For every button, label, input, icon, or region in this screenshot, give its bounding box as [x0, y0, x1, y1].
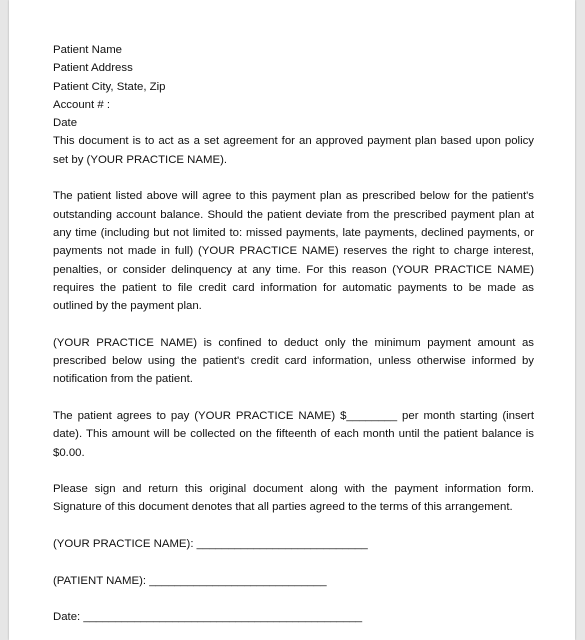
date-signature-line: Date: ____________________________________________: [53, 611, 363, 624]
signature-spacer: [53, 590, 534, 608]
paragraph-spacer: [53, 169, 534, 187]
account-number-line: Account # :: [53, 98, 110, 111]
date-line: Date: [53, 117, 78, 130]
patient-signature-line: (PATIENT NAME): ____________________________: [53, 574, 327, 587]
deduction-paragraph: (YOUR PRACTICE NAME) is confined to deduct only the minimum payment amount as prescribed below using the patient's credit card information, unless otherwise informed by notification from the patient.: [53, 336, 534, 386]
payment-amount-paragraph: The patient agrees to pay (YOUR PRACTICE NAME) $________ per month starting (insert date). This amount will be collected on the fifteenth of each month until the patient balance is $0.00.: [53, 409, 534, 459]
paragraph-spacer: [53, 462, 534, 480]
paragraph-spacer: [53, 517, 534, 535]
intro-paragraph: This document is to act as a set agreement for an approved payment plan based upon policy set by (YOUR PRACTICE NAME).: [53, 135, 534, 166]
practice-signature-line: (YOUR PRACTICE NAME): ___________________________: [53, 538, 368, 551]
signature-spacer: [53, 553, 534, 571]
paragraph-spacer: [53, 389, 534, 407]
patient-address-line: Patient Address: [53, 62, 133, 75]
terms-paragraph: The patient listed above will agree to this payment plan as prescribed below for the patient's outstanding account balance. Should the patient deviate from the prescribed payment plan at any time (including but not limited to: missed payments, late payments, declined payments, or payments not made in full) (YOUR PRACTICE NAME) reserves the right to charge interest, penalties, or consider delinquency at any time. For this reason (YOUR PRACTICE NAME) requires the patient to file credit card information for automatic payments to be made as outlined by the payment plan.: [53, 190, 534, 313]
patient-name-line: Patient Name: [53, 44, 123, 56]
signature-instructions-paragraph: Please sign and return this original document along with the payment information form. Signature of this document denotes that all parties agreed to the terms of this arrangement.: [53, 483, 534, 514]
document-page: [9, 0, 575, 640]
document-content: [53, 41, 534, 627]
patient-city-line: Patient City, State, Zip: [53, 80, 166, 93]
paragraph-spacer: [53, 315, 534, 333]
